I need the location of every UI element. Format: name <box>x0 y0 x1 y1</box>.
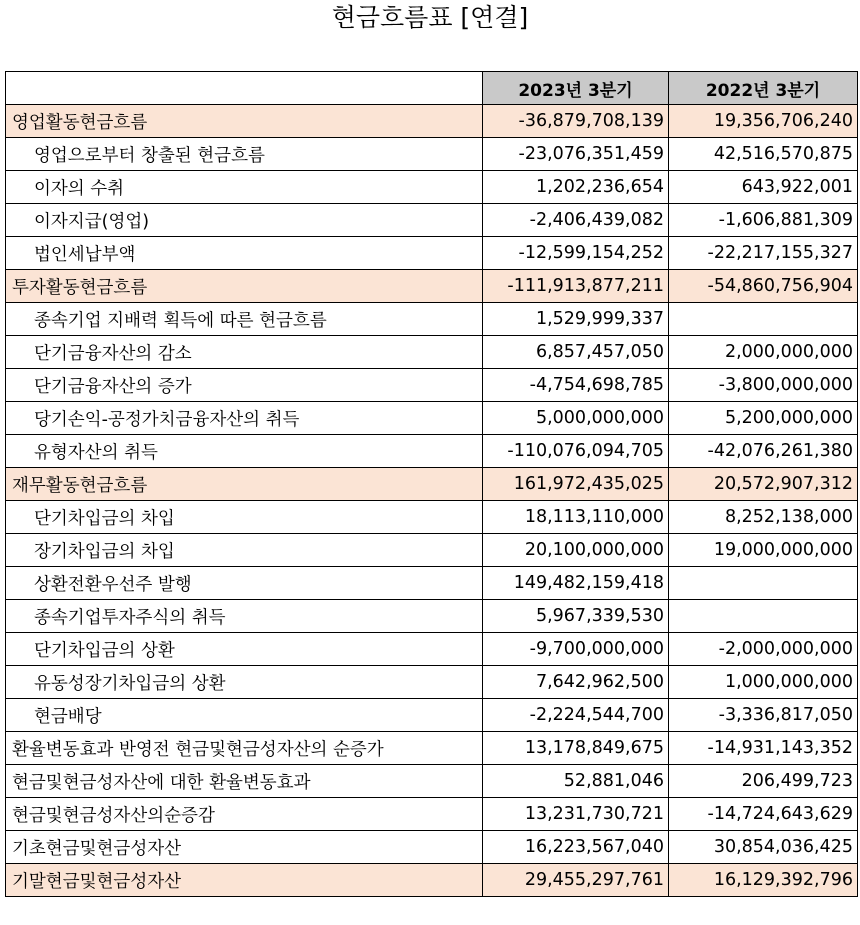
value-2022-q3: -54,860,756,904 <box>669 270 858 303</box>
value-2022-q3: -14,931,143,352 <box>669 732 858 765</box>
row-label: 재무활동현금흐름 <box>6 468 483 501</box>
table-row <box>6 336 858 369</box>
value-2022-q3: 1,000,000,000 <box>669 666 858 699</box>
table-row <box>6 732 858 765</box>
row-label: 영업으로부터 창출된 현금흐름 <box>6 138 483 171</box>
table-row <box>6 237 858 270</box>
table-row <box>6 699 858 732</box>
value-2022-q3: -3,800,000,000 <box>669 369 858 402</box>
value-2022-q3: 8,252,138,000 <box>669 501 858 534</box>
table-row <box>6 204 858 237</box>
value-2023-q3: 1,202,236,654 <box>483 171 669 204</box>
table-row <box>6 798 858 831</box>
row-label: 종속기업 지배력 획득에 따른 현금흐름 <box>6 303 483 336</box>
table-row <box>6 831 858 864</box>
table-row <box>6 303 858 336</box>
row-label: 단기금융자산의 증가 <box>6 369 483 402</box>
row-label: 현금및현금성자산의순증감 <box>6 798 483 831</box>
value-2022-q3: 30,854,036,425 <box>669 831 858 864</box>
value-2022-q3: -2,000,000,000 <box>669 633 858 666</box>
row-label: 법인세납부액 <box>6 237 483 270</box>
table-body <box>6 105 858 897</box>
table-row-section <box>6 468 858 501</box>
value-2023-q3: -110,076,094,705 <box>483 435 669 468</box>
value-2022-q3: 643,922,001 <box>669 171 858 204</box>
row-label: 유동성장기차입금의 상환 <box>6 666 483 699</box>
header-2022-q3: 2022년 3분기 <box>669 72 858 105</box>
table-row <box>6 402 858 435</box>
value-2023-q3: -23,076,351,459 <box>483 138 669 171</box>
table-row-section <box>6 105 858 138</box>
value-2022-q3: 19,356,706,240 <box>669 105 858 138</box>
table-row <box>6 666 858 699</box>
row-label: 영업활동현금흐름 <box>6 105 483 138</box>
value-2023-q3: 161,972,435,025 <box>483 468 669 501</box>
row-label: 단기금융자산의 감소 <box>6 336 483 369</box>
table-row <box>6 501 858 534</box>
value-2022-q3 <box>669 600 858 633</box>
table-row <box>6 765 858 798</box>
value-2023-q3: 5,000,000,000 <box>483 402 669 435</box>
value-2023-q3: -4,754,698,785 <box>483 369 669 402</box>
row-label: 유형자산의 취득 <box>6 435 483 468</box>
value-2022-q3: -14,724,643,629 <box>669 798 858 831</box>
value-2023-q3: -111,913,877,211 <box>483 270 669 303</box>
row-label: 기초현금및현금성자산 <box>6 831 483 864</box>
table-row-section <box>6 864 858 897</box>
value-2023-q3: -2,406,439,082 <box>483 204 669 237</box>
page-title: 현금흐름표 [연결] <box>331 3 529 32</box>
header-label-column <box>6 72 483 105</box>
value-2022-q3: 5,200,000,000 <box>669 402 858 435</box>
row-label: 이자지급(영업) <box>6 204 483 237</box>
value-2022-q3 <box>669 567 858 600</box>
cash-flow-table <box>5 71 858 897</box>
value-2023-q3: -9,700,000,000 <box>483 633 669 666</box>
row-label: 장기차입금의 차입 <box>6 534 483 567</box>
value-2023-q3: 20,100,000,000 <box>483 534 669 567</box>
value-2023-q3: 1,529,999,337 <box>483 303 669 336</box>
value-2023-q3: 29,455,297,761 <box>483 864 669 897</box>
value-2023-q3: 18,113,110,000 <box>483 501 669 534</box>
row-label: 투자활동현금흐름 <box>6 270 483 303</box>
table-row <box>6 435 858 468</box>
table-row <box>6 171 858 204</box>
value-2023-q3: -2,224,544,700 <box>483 699 669 732</box>
value-2023-q3: 5,967,339,530 <box>483 600 669 633</box>
value-2023-q3: 13,231,730,721 <box>483 798 669 831</box>
row-label: 현금배당 <box>6 699 483 732</box>
value-2022-q3: 16,129,392,796 <box>669 864 858 897</box>
value-2022-q3: -1,606,881,309 <box>669 204 858 237</box>
value-2022-q3: 20,572,907,312 <box>669 468 858 501</box>
value-2023-q3: 7,642,962,500 <box>483 666 669 699</box>
table-row <box>6 534 858 567</box>
value-2022-q3: -3,336,817,050 <box>669 699 858 732</box>
row-label: 종속기업투자주식의 취득 <box>6 600 483 633</box>
value-2023-q3: 52,881,046 <box>483 765 669 798</box>
value-2023-q3: 149,482,159,418 <box>483 567 669 600</box>
value-2022-q3: -42,076,261,380 <box>669 435 858 468</box>
row-label: 단기차입금의 차입 <box>6 501 483 534</box>
row-label: 이자의 수취 <box>6 171 483 204</box>
row-label: 상환전환우선주 발행 <box>6 567 483 600</box>
value-2023-q3: 16,223,567,040 <box>483 831 669 864</box>
value-2023-q3: 6,857,457,050 <box>483 336 669 369</box>
table-row <box>6 600 858 633</box>
value-2022-q3 <box>669 303 858 336</box>
header-2023-q3: 2023년 3분기 <box>483 72 669 105</box>
row-label: 현금및현금성자산에 대한 환율변동효과 <box>6 765 483 798</box>
table-row-section <box>6 270 858 303</box>
value-2022-q3: 206,499,723 <box>669 765 858 798</box>
value-2023-q3: -12,599,154,252 <box>483 237 669 270</box>
value-2022-q3: 19,000,000,000 <box>669 534 858 567</box>
table-row <box>6 369 858 402</box>
value-2023-q3: -36,879,708,139 <box>483 105 669 138</box>
value-2023-q3: 13,178,849,675 <box>483 732 669 765</box>
value-2022-q3: 42,516,570,875 <box>669 138 858 171</box>
table-row <box>6 567 858 600</box>
table-row <box>6 138 858 171</box>
value-2022-q3: 2,000,000,000 <box>669 336 858 369</box>
row-label: 환율변동효과 반영전 현금및현금성자산의 순증가 <box>6 732 483 765</box>
row-label: 단기차입금의 상환 <box>6 633 483 666</box>
value-2022-q3: -22,217,155,327 <box>669 237 858 270</box>
row-label: 기말현금및현금성자산 <box>6 864 483 897</box>
table-row <box>6 633 858 666</box>
row-label: 당기손익-공정가치금융자산의 취득 <box>6 402 483 435</box>
table-header-row <box>6 72 858 105</box>
